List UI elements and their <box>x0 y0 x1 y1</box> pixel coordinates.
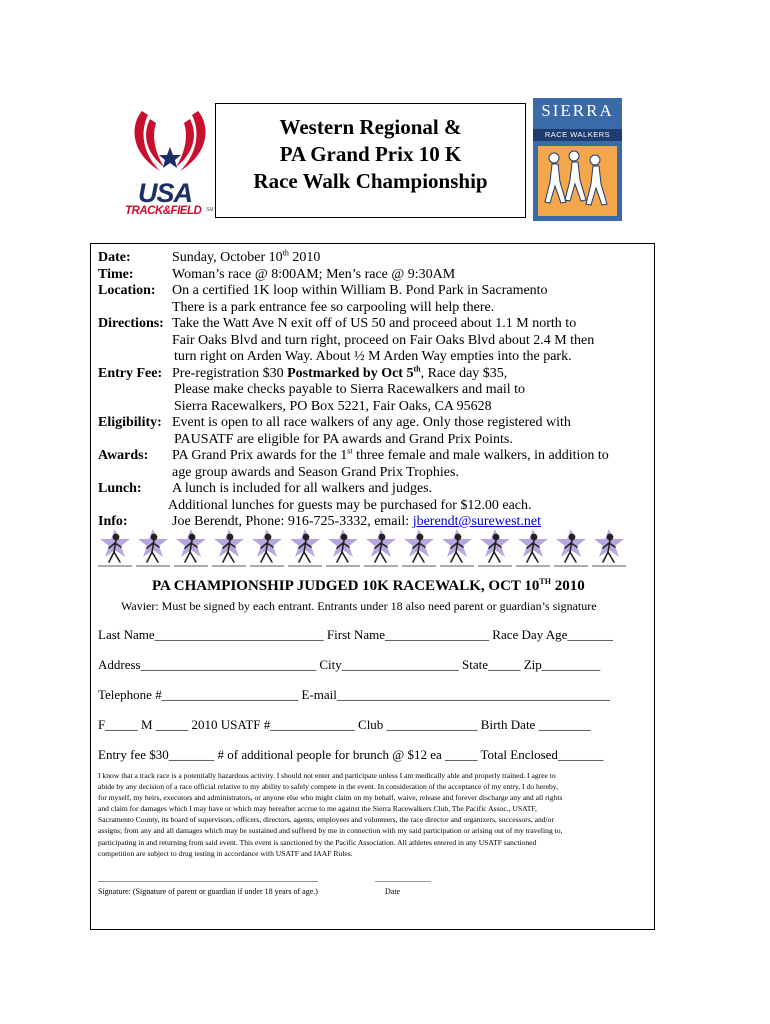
directions-line-2: Fair Oaks Blvd and turn right, proceed on Fair Oaks Blvd about 2.4 M then <box>172 332 595 348</box>
race-walkers-icon <box>538 146 617 216</box>
usa-track-field-logo <box>120 105 220 220</box>
form-line-membership[interactable]: F_____ M _____ 2010 USATF #_____________ Club ______________ Birth Date ________ <box>98 717 591 732</box>
date-signature-label: Date <box>385 887 401 896</box>
race-walker-icon <box>174 528 208 568</box>
disclaimer-line: participating in and returning from said event. This event is sanctioned by the Pacific Association. All athletes entered in any USATF sanctioned <box>98 837 537 847</box>
walker-icon-strip <box>98 528 633 572</box>
info-value: Joe Berendt, Phone: 916-725-3332, email: jberendt@surewest.net <box>172 514 542 529</box>
awards-line-1: PA Grand Prix awards for the 1st three female and male walkers, in addition to <box>172 446 609 463</box>
awards-line-2: age group awards and Season Grand Prix Trophies. <box>172 464 459 480</box>
location-line-1: On a certified 1K loop within William B. Pond Park in Sacramento <box>172 283 548 298</box>
entry-fee-label: Entry Fee: <box>98 365 163 381</box>
disclaimer-line: I know that a track race is a potentially hazardous activity. I should not enter and participate unless I am medically able and properly trained. I agree to <box>98 771 556 780</box>
form-line-contact[interactable]: Telephone #_____________________ E-mail__________________________________________ <box>98 687 610 702</box>
disclaimer-line: Sacramento County, its board of supervisors, officers, directors, agents, employees and volunteers, the race director and organizers, successors, and/or <box>98 815 554 825</box>
waiver-note: Wavier: Must be signed by each entrant. Entrants under 18 also need parent or guardian’s signature <box>121 599 597 613</box>
race-walker-icon <box>592 528 626 568</box>
signature-label: Signature: (Signature of parent or guardian if under 18 years of age.) <box>98 887 318 896</box>
entry-fee-line-3: Sierra Racewalkers, PO Box 5221, Fair Oaks, CA 95628 <box>174 398 492 414</box>
form-line-address[interactable]: Address___________________________ City__________________ State_____ Zip_________ <box>98 657 601 672</box>
race-walker-icon <box>136 528 170 568</box>
disclaimer-line: competition are subject to drug testing in accordance with USATF and IAAF Rules. <box>98 848 353 858</box>
race-walker-icon <box>212 528 246 568</box>
race-walker-icon <box>516 528 550 568</box>
liability-disclaimer <box>98 770 640 859</box>
race-walker-icon <box>478 528 512 568</box>
directions-line-1: Take the Watt Ave N exit off of US 50 and proceed about 1.1 M north to <box>172 316 577 331</box>
race-walker-icon <box>288 528 322 568</box>
form-line-name[interactable]: Last Name__________________________ First Name________________ Race Day Age_______ <box>98 627 613 642</box>
race-walker-icon <box>554 528 588 568</box>
race-walkers-wordmark: RACE WALKERS <box>533 129 622 141</box>
eligibility-line-1: Event is open to all race walkers of any age. Only those registered with <box>172 415 571 430</box>
directions-line-3: turn right on Arden Way. About ½ M Arden Way empties into the park. <box>174 349 572 364</box>
title-line-2: PA Grand Prix 10 K <box>279 142 462 166</box>
entry-fee-line-1: Pre-registration $30 Postmarked by Oct 5th, Race day $35, <box>172 363 508 381</box>
usa-wordmark: USA <box>138 178 193 208</box>
directions-label: Directions: <box>98 316 164 331</box>
disclaimer-line: for myself, my heirs, executors and administrators, or anyone else who might claim on my behalf, waive, release and forever discharge any and all rights <box>98 793 563 803</box>
time-value: Woman’s race @ 8:00AM; Men’s race @ 9:30AM <box>172 266 456 282</box>
sierra-wordmark: SIERRA <box>541 101 614 120</box>
date-line[interactable]: ______________ <box>375 874 431 883</box>
info-label: Info: <box>98 514 128 529</box>
race-walker-icon <box>98 528 132 568</box>
form-line-fees[interactable]: Entry fee $30_______ # of additional people for brunch @ $12 ea _____ Total Enclosed_______ <box>98 747 604 762</box>
track-field-wordmark: TRACK&FIELD <box>125 205 202 217</box>
race-walker-icon <box>326 528 360 568</box>
location-label: Location: <box>98 283 156 298</box>
eligibility-label: Eligibility: <box>98 415 162 430</box>
contact-email-link[interactable]: jberendt@surewest.net <box>412 514 542 529</box>
time-label: Time: <box>98 266 134 282</box>
title-box <box>215 103 526 218</box>
section-title: PA CHAMPIONSHIP JUDGED 10K RACEWALK, OCT 10TH 2010 <box>152 577 585 594</box>
walkers-illustration <box>538 146 617 216</box>
eligibility-line-2: PAUSATF are eligible for PA awards and Grand Prix Points. <box>174 431 513 447</box>
location-line-2: There is a park entrance fee so carpooling will help there. <box>172 299 495 315</box>
lunch-label: Lunch: <box>98 481 142 496</box>
usa-wings-icon <box>120 105 220 180</box>
title-line-3: Race Walk Championship <box>253 169 488 193</box>
entry-fee-line-2: Please make checks payable to Sierra Racewalkers and mail to <box>174 382 526 397</box>
lunch-line-1: A lunch is included for all walkers and judges. <box>172 481 433 496</box>
race-walker-icon <box>440 528 474 568</box>
service-mark: SM <box>206 207 214 213</box>
signature-line[interactable]: _______________________________________________________ <box>98 874 318 883</box>
title-line-1: Western Regional & <box>279 115 462 139</box>
awards-label: Awards: <box>98 448 149 463</box>
date-label: Date: <box>98 250 131 265</box>
race-walker-icon <box>402 528 436 568</box>
disclaimer-line: and claim for damages which I may have or which may hereafter accrue to me against the Sierra Racewalkers Club, The Pacific Assoc., USATF, <box>98 804 537 814</box>
race-walker-icon <box>250 528 284 568</box>
race-walker-icon <box>364 528 398 568</box>
date-value: Sunday, October 10th 2010 <box>172 248 321 265</box>
sierra-race-walkers-logo <box>533 98 622 221</box>
lunch-line-2: Additional lunches for guests may be purchased for $12.00 each. <box>168 497 532 513</box>
disclaimer-line: abide by any decision of a race official relative to my ability to safely compete in the event. In consideration of the acceptance of my entry, I do hereby, <box>98 782 559 792</box>
disclaimer-line: assigns; from any and all damages which may be sustained and suffered by me in connection with my said participation or arising out of my traveling to, <box>98 826 563 836</box>
